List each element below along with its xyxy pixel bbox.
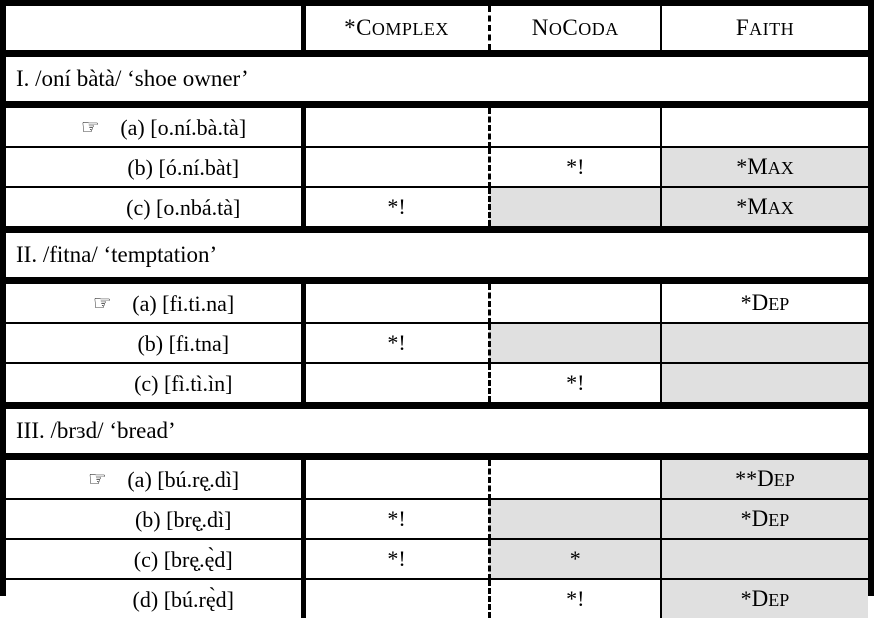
- separator-cell: [6, 453, 868, 460]
- violation-faith: [661, 579, 868, 618]
- input-label-1: I. /oní bàtà/ ‘shoe owner’: [6, 57, 868, 101]
- violation-complex: *!: [303, 499, 489, 539]
- input-label-2: II. /fitna/ ‘temptation’: [6, 233, 868, 277]
- candidate-label: (a) [bú.rę̣.dì]: [127, 466, 240, 492]
- violation-nocoda: [489, 187, 661, 226]
- separator-cell: [6, 402, 868, 409]
- block-separator: [6, 277, 868, 284]
- violation-faith: *DEP: [661, 284, 868, 323]
- violation-nocoda: [489, 460, 661, 499]
- candidate-label: (d) [bú.rę̀d]: [132, 586, 234, 612]
- table-row[interactable]: [6, 499, 868, 539]
- block-separator: [6, 50, 868, 57]
- block-separator: [6, 402, 868, 409]
- tableau-table: [6, 6, 868, 618]
- pointing-hand-icon: ☞: [80, 115, 100, 140]
- table-row[interactable]: [6, 108, 868, 147]
- separator-cell: [6, 226, 868, 233]
- constraint-label-complex: *COMPLEX: [344, 15, 449, 40]
- violation-faith: [661, 363, 868, 402]
- violation-text: *MAX: [736, 154, 794, 179]
- candidate-label: (b) [brę̣.dì]: [134, 506, 232, 532]
- separator-cell: [6, 277, 868, 284]
- header-row: [6, 6, 868, 50]
- violation-text: *DEP: [740, 506, 790, 531]
- candidate-label: (b) [ó.ní.bàt]: [127, 154, 240, 180]
- candidate-cell: [6, 108, 303, 147]
- violation-text: *DEP: [740, 586, 790, 611]
- block-separator: [6, 453, 868, 460]
- candidate-cell: [6, 460, 303, 499]
- candidate-cell: [6, 323, 303, 363]
- constraint-label-faith: FAITH: [735, 15, 795, 40]
- header-constraint-nocoda: [489, 6, 661, 50]
- candidate-label: (a) [o.ní.bà.tà]: [120, 114, 247, 140]
- candidate-cell: [6, 284, 303, 323]
- violation-nocoda: [489, 323, 661, 363]
- candidate-cell: [6, 499, 303, 539]
- candidate-cell: [6, 579, 303, 618]
- input-row-2: [6, 233, 868, 277]
- violation-faith: [661, 460, 868, 499]
- tableau-body: [6, 6, 868, 618]
- header-constraint-complex: [303, 6, 489, 50]
- violation-complex: *!: [303, 539, 489, 579]
- table-row[interactable]: [6, 323, 868, 363]
- violation-nocoda: *!: [489, 579, 661, 618]
- candidate-cell: [6, 147, 303, 187]
- constraint-label-nocoda: NOCODA: [531, 15, 619, 40]
- input-label-3: III. /brɜd/ ‘bread’: [6, 409, 868, 453]
- input-row-1: [6, 57, 868, 101]
- candidate-label: (c) [brę̣.ę̀d]: [133, 546, 233, 572]
- table-row[interactable]: [6, 284, 868, 323]
- table-row[interactable]: [6, 579, 868, 618]
- violation-nocoda: [489, 108, 661, 147]
- violation-nocoda: *!: [489, 147, 661, 187]
- table-row[interactable]: [6, 147, 868, 187]
- pointing-hand-icon: ☞: [92, 291, 112, 316]
- header-candidate-cell: [6, 6, 303, 50]
- violation-nocoda: [489, 284, 661, 323]
- violation-complex: [303, 363, 489, 402]
- candidate-cell: [6, 363, 303, 402]
- table-row[interactable]: [6, 460, 868, 499]
- input-row-3: [6, 409, 868, 453]
- table-row[interactable]: [6, 187, 868, 226]
- separator-cell: [6, 101, 868, 108]
- violation-complex: [303, 579, 489, 618]
- violation-faith: [661, 499, 868, 539]
- pointing-hand-icon: ☞: [87, 467, 107, 492]
- violation-complex: *!: [303, 187, 489, 226]
- candidate-label: (c) [fì.tì.ìn]: [134, 370, 233, 396]
- candidate-label: (b) [fi.tna]: [137, 330, 230, 356]
- violation-complex: [303, 108, 489, 147]
- violation-nocoda: [489, 539, 661, 579]
- violation-faith: [661, 323, 868, 363]
- header-constraint-faith: [661, 6, 868, 50]
- violation-faith: [661, 539, 868, 579]
- violation-complex: [303, 147, 489, 187]
- violation-text: *MAX: [736, 194, 794, 219]
- table-row[interactable]: [6, 539, 868, 579]
- violation-nocoda: *!: [489, 363, 661, 402]
- candidate-label: (a) [fi.ti.na]: [132, 290, 235, 316]
- candidate-cell: [6, 187, 303, 226]
- violation-faith: [661, 147, 868, 187]
- violation-text: *: [569, 546, 581, 571]
- block-separator: [6, 101, 868, 108]
- candidate-label: (c) [o.nbá.tà]: [126, 194, 241, 220]
- violation-complex: [303, 284, 489, 323]
- table-row[interactable]: [6, 363, 868, 402]
- violation-complex: *!: [303, 323, 489, 363]
- violation-faith: [661, 108, 868, 147]
- violation-nocoda: [489, 499, 661, 539]
- violation-complex: [303, 460, 489, 499]
- violation-text: **DEP: [735, 466, 795, 491]
- violation-faith: [661, 187, 868, 226]
- block-separator: [6, 226, 868, 233]
- candidate-cell: [6, 539, 303, 579]
- separator-cell: [6, 50, 868, 57]
